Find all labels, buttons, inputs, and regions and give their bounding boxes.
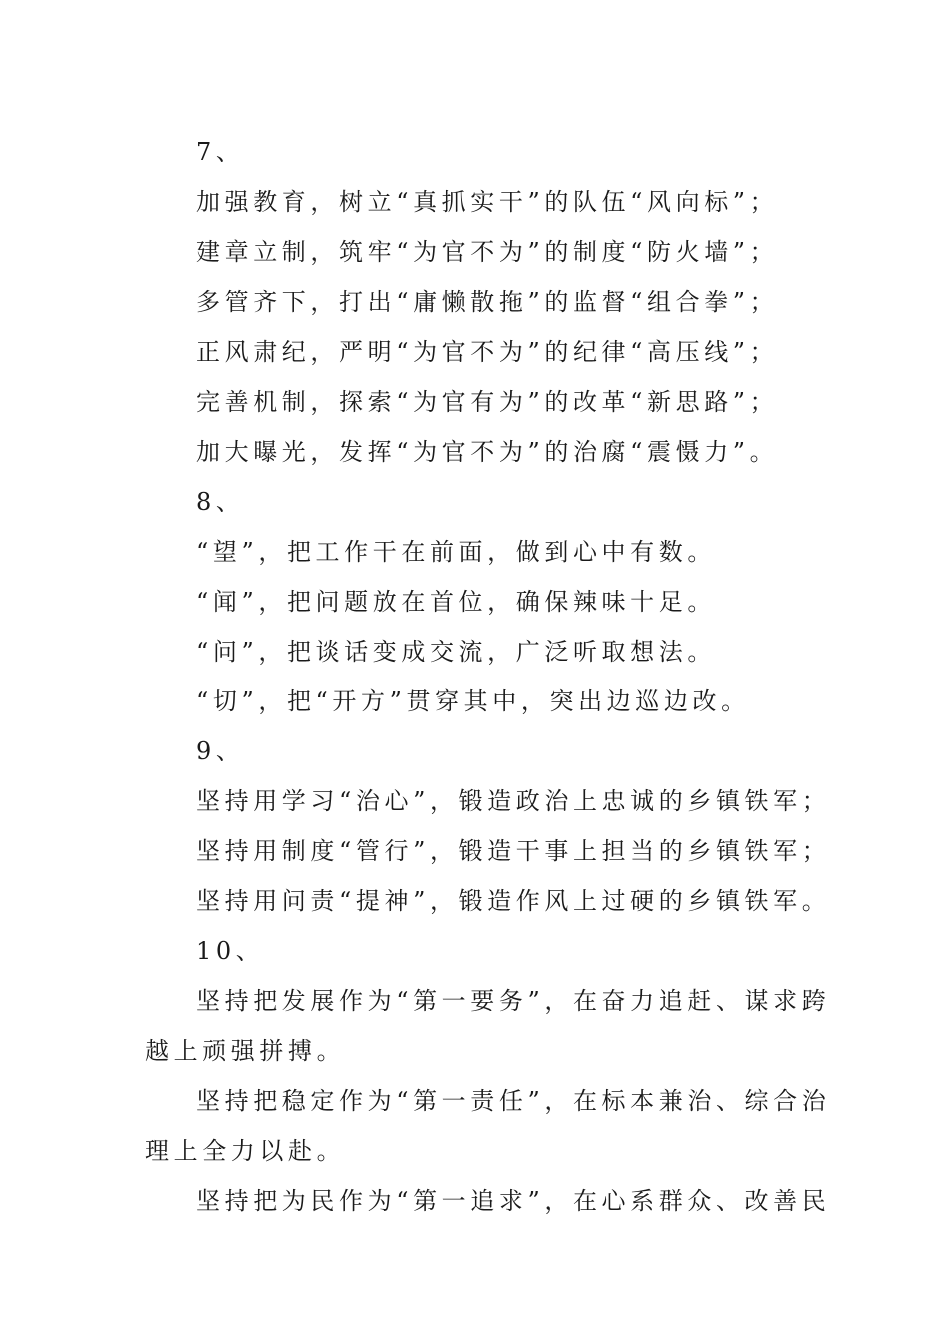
text-line: “问”，把谈话变成交流，广泛听取想法。 [196, 638, 716, 666]
paragraph-continuation-line: 理上全力以赴。 [145, 1137, 346, 1165]
text-line: 多管齐下，打出“庸懒散拖”的监督“组合拳”； [196, 288, 779, 316]
text-line: 加大曝光，发挥“为官不为”的治腐“震慑力”。 [196, 438, 779, 466]
text-line: 坚持用问责“提神”，锻造作风上过硬的乡镇铁军。 [196, 887, 831, 915]
paragraph-first-line: 坚持把为民作为“第一追求”，在心系群众、改善民 [196, 1187, 831, 1215]
paragraph-first-line: 坚持把发展作为“第一要务”，在奋力追赶、谋求跨 [196, 987, 831, 1015]
section-number: 8、 [196, 488, 245, 516]
text-line: 建章立制，筑牢“为官不为”的制度“防火墙”； [196, 238, 779, 266]
section-number: 7、 [196, 138, 245, 166]
section-number: 10、 [196, 937, 265, 965]
text-line: “闻”，把问题放在首位，确保辣味十足。 [196, 588, 716, 616]
text-line: 加强教育，树立“真抓实干”的队伍“风向标”； [196, 188, 779, 216]
text-line: 完善机制，探索“为官有为”的改革“新思路”； [196, 388, 779, 416]
paragraph-first-line: 坚持把稳定作为“第一责任”，在标本兼治、综合治 [196, 1087, 831, 1115]
text-line: 坚持用学习“治心”，锻造政治上忠诚的乡镇铁军； [196, 787, 831, 815]
text-line: “望”，把工作干在前面，做到心中有数。 [196, 538, 716, 566]
text-line: 正风肃纪，严明“为官不为”的纪律“高压线”； [196, 338, 779, 366]
section-number: 9、 [196, 737, 245, 765]
text-line: 坚持用制度“管行”，锻造干事上担当的乡镇铁军； [196, 837, 831, 865]
paragraph-continuation-line: 越上顽强拼搏。 [145, 1037, 346, 1065]
text-line: “切”，把“开方”贯穿其中，突出边巡边改。 [196, 687, 750, 715]
